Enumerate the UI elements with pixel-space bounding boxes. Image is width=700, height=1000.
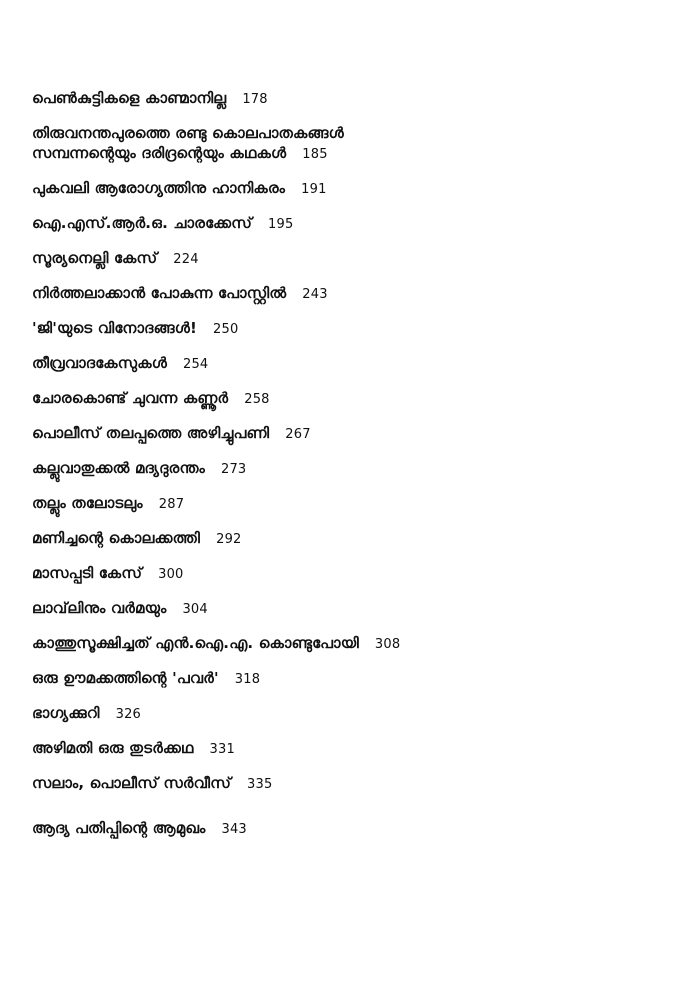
toc-entry <box>32 668 672 690</box>
toc-entry-title: പുകവലി ആരോഗ്യത്തിനു ഹാനികരം <box>32 179 286 197</box>
toc-entry-title: സൂര്യനെല്ലി കേസ് <box>32 249 158 267</box>
toc-entry-title: സലാം, പൊലീസ് സർവീസ് <box>32 774 231 792</box>
toc-entry-title: നിർത്തലാക്കാൻ പോകുന്ന പോസ്റ്റിൽ <box>32 284 287 302</box>
toc-entry <box>32 528 672 550</box>
toc-entry-title: തല്ലും തലോടലും <box>32 494 143 512</box>
toc-entry-title: കാത്തുസൂക്ഷിച്ചത് എൻ.ഐ.എ. കൊണ്ടുപോയി <box>32 634 359 652</box>
toc-entry-page: 267 <box>285 427 311 442</box>
toc-entry <box>32 703 672 725</box>
toc-entry-title-line2: സമ്പന്നന്റെയും ദരിദ്രന്റെയും കഥകൾ <box>32 144 287 162</box>
toc-entry <box>32 283 672 305</box>
toc-entry <box>32 178 672 200</box>
toc-entry <box>32 388 672 410</box>
toc-entry <box>32 563 672 585</box>
toc-entry <box>32 213 672 235</box>
toc-entry-title: ഒരു ഊമക്കത്തിന്റെ 'പവർ' <box>32 669 219 687</box>
toc-entry <box>32 88 672 110</box>
toc-entry-title: തിരുവനന്തപുരത്തെ രണ്ടു കൊലപാതകങ്ങൾ <box>32 124 344 142</box>
toc-entry-page: 191 <box>301 182 327 197</box>
toc-entry-page: 343 <box>221 822 247 837</box>
toc-entry-page: 250 <box>213 322 239 337</box>
toc-entry <box>32 633 672 655</box>
toc-entry-page: 254 <box>182 357 209 372</box>
toc-entry <box>32 493 672 515</box>
toc-entry <box>32 353 672 375</box>
toc-entry <box>32 423 672 445</box>
toc-entry-page: 287 <box>158 497 185 512</box>
toc-entry-title: ലാവ്‌ലിനും വർമയും <box>32 599 167 617</box>
toc-entry-page: 308 <box>374 637 401 652</box>
toc-entry-page: 331 <box>209 742 235 757</box>
toc-entry-title: അഴിമതി ഒരു തുടർക്കഥ <box>32 739 194 757</box>
toc-entry-page: 300 <box>158 567 184 582</box>
toc-entry <box>32 738 672 760</box>
toc-entry <box>32 818 672 840</box>
toc-entry-page: 304 <box>182 602 208 617</box>
toc-entry-title: ഐ.എസ്.ആർ.ഒ. ചാരക്കേസ് <box>32 214 253 232</box>
toc-entry <box>32 318 672 340</box>
toc-entry <box>32 123 672 165</box>
toc-entry-title: മാസപ്പടി കേസ് <box>32 564 143 582</box>
toc-entry-title: കല്ലുവാതുക്കൽ മദ്യദുരന്തം <box>32 459 205 477</box>
toc-entry <box>32 773 672 795</box>
toc-entry-page: 292 <box>216 532 242 547</box>
toc-entry-page: 224 <box>173 252 199 267</box>
toc-entry-title: ചോരകൊണ്ട് ചുവന്ന കണ്ണൂർ <box>32 389 229 407</box>
toc-entry-title: മണിച്ചന്റെ കൊലക്കത്തി <box>32 529 201 547</box>
table-of-contents <box>32 88 672 840</box>
toc-entry-page: 258 <box>244 392 270 407</box>
toc-entry-page: 178 <box>242 92 268 107</box>
toc-entry-page: 326 <box>115 707 142 722</box>
toc-entry-title: തീവ്രവാദകേസുകൾ <box>32 354 167 372</box>
toc-entry-page: 273 <box>220 462 247 477</box>
toc-entry-title: ആദ്യ പതിപ്പിന്റെ ആമുഖം <box>32 819 206 837</box>
toc-entry-page: 195 <box>268 217 294 232</box>
toc-entry-page: 335 <box>247 777 273 792</box>
toc-entry-page: 243 <box>302 287 328 302</box>
toc-entry-page: 318 <box>234 672 261 687</box>
toc-entry <box>32 248 672 270</box>
toc-entry <box>32 598 672 620</box>
toc-entry-title: 'ജി'യുടെ വിനോദങ്ങൾ! <box>32 319 198 337</box>
toc-entry <box>32 458 672 480</box>
toc-entry-title: പൊലീസ് തലപ്പത്തെ അഴിച്ചുപണി <box>32 424 270 442</box>
toc-entry-title: പെൺകുട്ടികളെ കാണ്മാനില്ല <box>32 89 227 107</box>
toc-entry-page: 185 <box>302 147 328 162</box>
toc-entry-title: ഭാഗ്യക്കുറി <box>32 704 100 722</box>
